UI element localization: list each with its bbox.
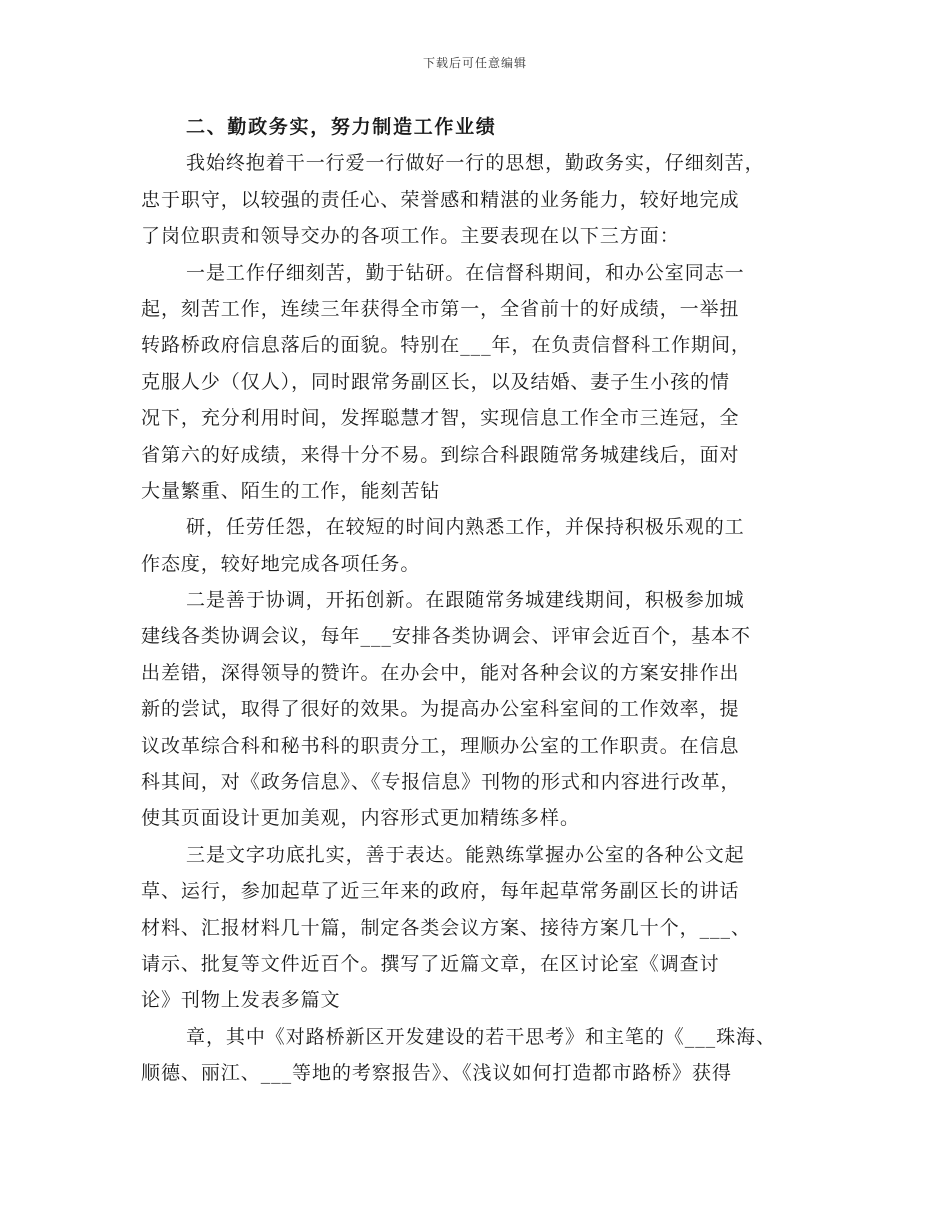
paragraph-line: 忠于职守，以较强的责任心、荣誉感和精湛的业务能力，较好地完成 [141,188,740,211]
paragraph-line: 二是善于协调，开拓创新。在跟随常务城建线期间，积极参加城 [186,589,745,612]
paragraph-line: 一是工作仔细刻苦，勤于钻研。在信督科期间，和办公室同志一 [186,261,745,284]
paragraph-line: 省第六的好成绩，来得十分不易。到综合科跟随常务城建线后，面对 [141,443,740,466]
paragraph-line: 使其页面设计更加美观，内容形式更加精练多样。 [141,807,580,830]
paragraph-line: 了岗位职责和领导交办的各项工作。主要表现在以下三方面： [141,225,680,248]
paragraph-line: 科其间，对《政务信息》、《专报信息》刊物的形式和内容进行改革， [141,771,741,794]
paragraph-line: 大量繁重、陌生的工作，能刻苦钻 [141,479,441,502]
paragraph-line: 作态度，较好地完成各项任务。 [141,552,421,575]
paragraph-line: 请示、批复等文件近百个。撰写了近篇文章，在区讨论室《调查讨 [141,952,720,975]
page-header: 下载后可任意编辑 [422,56,527,70]
paragraph-line: 建线各类协调会议，每年___安排各类协调会、评审会近百个，基本不 [141,625,751,648]
paragraph-line: 出差错，深得领导的赞许。在办会中，能对各种会议的方案安排作出 [141,661,740,684]
paragraph-line: 议改革综合科和秘书科的职责分工，理顺办公室的工作职责。在信息 [141,734,740,757]
paragraph-line: 新的尝试，取得了很好的效果。为提高办公室科室间的工作效率，提 [141,698,740,721]
paragraph-line: 我始终抱着干一行爱一行做好一行的思想，勤政务实，仔细刻苦， [186,152,765,175]
section-heading: 二、勤政务实，努力制造工作业绩 [186,116,497,138]
paragraph-line: 论》刊物上发表多篇文 [141,989,341,1012]
paragraph-line: 转路桥政府信息落后的面貌。特别在___年，在负责信督科工作期间， [141,334,751,357]
paragraph-line: 顺德、丽江、___等地的考察报告》、《浅议如何打造都市路桥》获得 [141,1062,732,1085]
paragraph-line: 章，其中《对路桥新区开发建设的若干思考》和主笔的《___珠海、 [186,1025,776,1048]
document-body [141,109,841,1092]
paragraph-line: 材料、汇报材料几十篇，制定各类会议方案、接待方案几十个，___、 [141,916,751,939]
paragraph-line: 三是文字功底扎实，善于表达。能熟练掌握办公室的各种公文起 [186,843,745,866]
paragraph-line: 况下，充分利用时间，发挥聪慧才智，实现信息工作全市三连冠，全 [141,407,740,430]
paragraph-line: 草、运行，参加起草了近三年来的政府，每年起草常务副区长的讲话 [141,880,740,903]
paragraph-line: 克服人少（仅人），同时跟常务副区长，以及结婚、妻子生小孩的情 [141,370,731,393]
paragraph-line: 起，刻苦工作，连续三年获得全市第一，全省前十的好成绩，一举扭 [141,297,740,320]
paragraph-line: 研，任劳任怨，在较短的时间内熟悉工作，并保持积极乐观的工 [186,516,745,539]
